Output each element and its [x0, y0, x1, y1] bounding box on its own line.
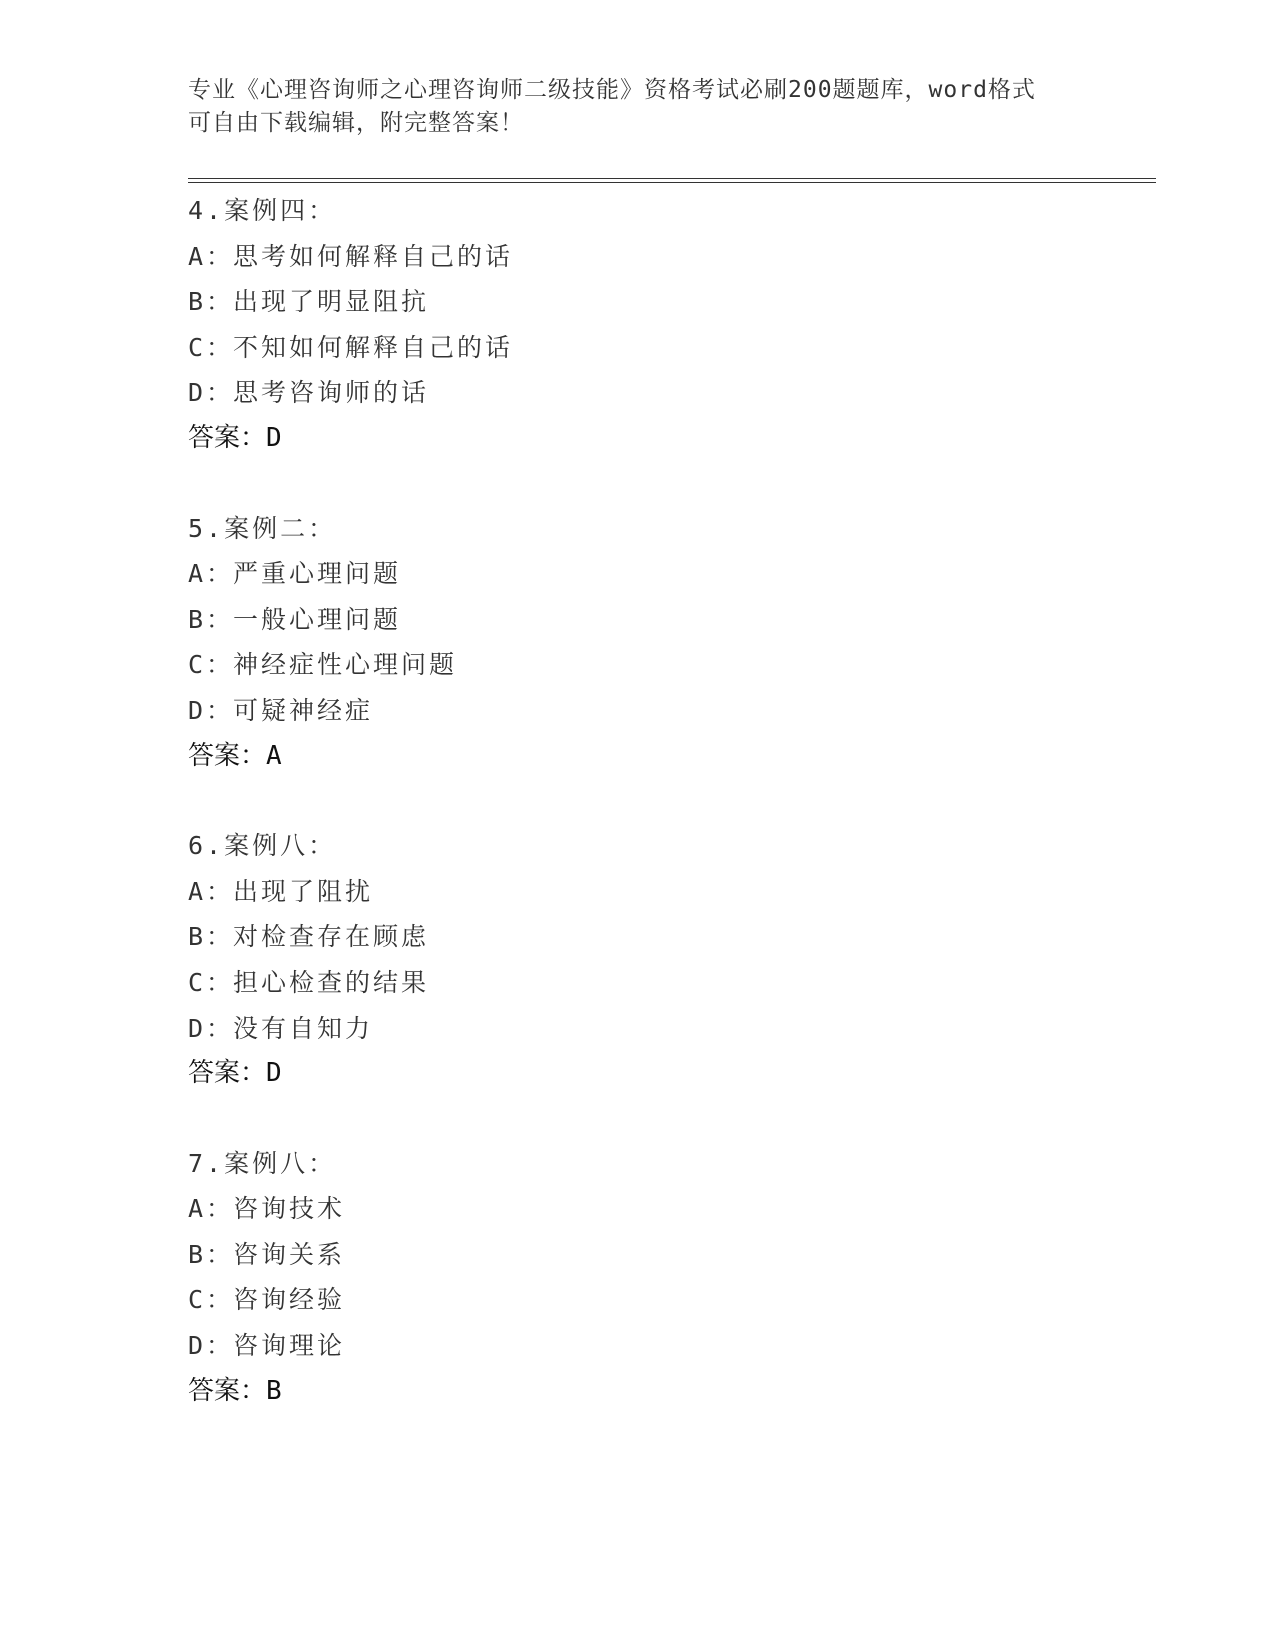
option-letter: A： — [188, 241, 235, 271]
question-title: 5.案例二： — [188, 513, 337, 543]
option-letter: A： — [188, 876, 235, 906]
option-b — [188, 279, 1088, 325]
option-letter: A： — [188, 559, 235, 589]
header-line-1: 专业《心理咨询师之心理咨询师二级技能》资格考试必刷200题题库，word格式 — [188, 77, 1036, 103]
option-text: 出现了阻扰 — [233, 876, 374, 906]
option-b — [188, 914, 1088, 960]
option-letter: B： — [188, 1239, 235, 1269]
answer-value: D — [266, 1058, 282, 1089]
option-letter: B： — [188, 604, 235, 634]
option-text: 神经症性心理问题 — [233, 650, 458, 680]
option-a — [188, 234, 1088, 280]
question-title: 4.案例四： — [188, 196, 337, 225]
option-c — [188, 642, 1088, 688]
option-text: 咨询理论 — [233, 1331, 346, 1361]
question-item — [188, 823, 1088, 1097]
option-letter: C： — [188, 650, 235, 680]
header-line-2: 可自由下载编辑，附完整答案！ — [188, 110, 524, 136]
option-d — [188, 370, 1088, 416]
option-d — [188, 688, 1088, 734]
option-text: 咨询经验 — [233, 1285, 346, 1315]
question-title: 6.案例八： — [188, 831, 337, 861]
answer-label: 答案： — [188, 1375, 267, 1406]
document-header — [188, 74, 1088, 140]
option-b — [188, 597, 1088, 643]
question-item — [188, 188, 1088, 462]
question-item — [188, 506, 1088, 780]
answer-label: 答案： — [188, 1058, 267, 1089]
option-text: 可疑神经症 — [233, 695, 374, 725]
option-text: 一般心理问题 — [233, 604, 402, 634]
answer-value: A — [266, 740, 282, 771]
option-letter: C： — [188, 332, 235, 362]
option-text: 担心检查的结果 — [233, 967, 430, 997]
question-item — [188, 1141, 1088, 1415]
option-text: 咨询关系 — [233, 1239, 346, 1269]
option-d — [188, 1006, 1088, 1052]
option-text: 咨询技术 — [233, 1194, 346, 1224]
option-letter: C： — [188, 967, 235, 997]
answer-line — [188, 734, 1088, 780]
option-text: 出现了明显阻抗 — [233, 287, 430, 317]
answer-value: D — [266, 422, 282, 453]
option-a — [188, 1186, 1088, 1232]
option-text: 思考如何解释自己的话 — [233, 241, 514, 271]
header-divider — [188, 178, 1156, 183]
answer-line — [188, 1369, 1088, 1415]
option-c — [188, 325, 1088, 371]
option-letter: D： — [188, 695, 235, 725]
option-letter: D： — [188, 378, 235, 408]
option-text: 不知如何解释自己的话 — [233, 332, 514, 362]
option-c — [188, 960, 1088, 1006]
answer-value: B — [266, 1375, 282, 1406]
answer-line — [188, 416, 1088, 462]
option-letter: C： — [188, 1285, 235, 1315]
question-list — [188, 188, 1088, 1458]
option-letter: A： — [188, 1194, 235, 1224]
answer-line — [188, 1051, 1088, 1097]
option-a — [188, 869, 1088, 915]
option-letter: B： — [188, 922, 235, 952]
option-text: 对检查存在顾虑 — [233, 922, 430, 952]
answer-label: 答案： — [188, 740, 267, 771]
option-letter: D： — [188, 1331, 235, 1361]
question-title: 7.案例八： — [188, 1148, 337, 1178]
option-c — [188, 1277, 1088, 1323]
option-d — [188, 1323, 1088, 1369]
option-letter: B： — [188, 287, 235, 317]
answer-label: 答案： — [188, 422, 267, 453]
option-text: 没有自知力 — [233, 1013, 374, 1043]
option-text: 严重心理问题 — [233, 559, 402, 589]
option-a — [188, 551, 1088, 597]
option-b — [188, 1232, 1088, 1278]
option-text: 思考咨询师的话 — [233, 378, 430, 408]
option-letter: D： — [188, 1013, 235, 1043]
